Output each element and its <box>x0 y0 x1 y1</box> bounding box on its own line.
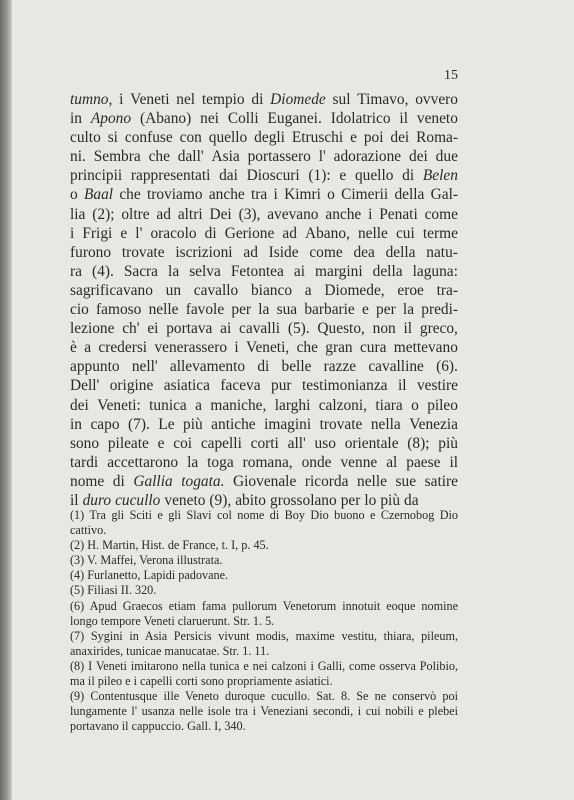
word: (3), <box>238 205 261 223</box>
word: il <box>397 377 407 395</box>
word: tiara <box>375 396 403 414</box>
word: rappresentati <box>130 167 211 185</box>
word: cui <box>395 224 415 242</box>
word: della <box>372 262 403 280</box>
word: e <box>339 167 347 185</box>
word: ad <box>282 224 297 242</box>
word: di <box>112 472 125 490</box>
word: vestire <box>416 377 458 395</box>
word: in <box>70 110 82 128</box>
word: (6). <box>436 358 458 376</box>
word: laguna: <box>412 262 458 280</box>
word: greco, <box>419 320 458 338</box>
word: sono <box>70 434 100 452</box>
word: Gal- <box>430 186 458 204</box>
word: nella <box>370 415 401 433</box>
word: la <box>187 453 199 471</box>
word: come <box>424 205 458 223</box>
word: calzoni, <box>318 396 368 414</box>
word: a <box>304 281 312 299</box>
word: lo <box>364 491 377 509</box>
word: cavalline <box>368 358 424 376</box>
word: maniche, <box>210 396 267 414</box>
word: troviamo <box>146 186 203 204</box>
word: gran <box>325 339 353 357</box>
word: Etruschi <box>291 129 344 147</box>
word: natu- <box>426 243 458 261</box>
word: (Abano) <box>139 110 192 128</box>
page-number: 15 <box>444 68 458 83</box>
word: il <box>399 110 408 128</box>
word: sagrificavano <box>70 281 153 299</box>
word: quello <box>208 129 248 147</box>
word: pileate <box>107 434 149 452</box>
word: iscrizioni <box>175 243 233 261</box>
word: appunto <box>70 358 120 376</box>
word: a <box>195 396 202 414</box>
word: ch' <box>122 320 140 338</box>
word: venerassero <box>154 339 228 357</box>
word: che <box>119 186 141 204</box>
word: (1): <box>308 167 331 185</box>
word: togata. <box>181 472 225 490</box>
word: furono <box>70 243 112 261</box>
word: Penati <box>379 205 418 223</box>
word: o <box>327 186 335 204</box>
word: trovate <box>319 415 363 433</box>
word: più <box>438 434 458 452</box>
footnote: (6) Apud Graecos etiam fama pullorum Venetorum innotuit eoque nomine longo tempore Veneti claruerunt. Str. 1. 5. <box>70 598 458 628</box>
word: Idolatrico <box>330 110 391 128</box>
word: si <box>107 129 118 147</box>
word: i <box>368 205 373 223</box>
word: Questo, <box>317 320 365 338</box>
word: bianco <box>250 281 293 299</box>
word: nell' <box>131 358 158 376</box>
word: (9), <box>209 491 232 509</box>
word: imagini <box>264 415 312 433</box>
word: il <box>403 320 413 338</box>
word: adorazione <box>333 148 402 166</box>
word: i <box>273 186 278 204</box>
word: Dell' <box>70 377 100 395</box>
word: Baal <box>83 186 114 204</box>
word: belle <box>281 358 312 376</box>
word: veneto <box>164 491 206 509</box>
word: cavalli <box>239 320 281 338</box>
word: anche <box>208 186 245 204</box>
text-line <box>70 415 458 434</box>
word: al <box>386 453 398 471</box>
word: i <box>119 91 124 108</box>
word: (7). <box>128 415 150 433</box>
word: ai <box>293 262 305 280</box>
word: tardi <box>70 453 99 471</box>
word: e <box>361 301 369 319</box>
word: capelli <box>200 434 242 452</box>
word: il <box>70 491 79 509</box>
word: asiatica <box>163 377 210 395</box>
text-line <box>70 453 458 472</box>
word: ovvero <box>415 91 458 108</box>
word: degli <box>254 129 285 147</box>
word: duro <box>82 491 112 509</box>
word: Diomede <box>270 91 326 108</box>
word: faceva <box>220 377 261 395</box>
word: dei <box>390 129 410 147</box>
text-line <box>70 300 458 319</box>
word: l' <box>318 148 326 166</box>
word: per <box>231 301 252 319</box>
word: larghi <box>274 396 311 414</box>
word: Kimri <box>284 186 321 204</box>
text-line <box>70 472 458 491</box>
word: dei <box>409 148 428 166</box>
word: (2); <box>92 205 115 223</box>
word: ni. <box>70 148 86 166</box>
word: selva <box>189 262 221 280</box>
word: che <box>148 148 170 166</box>
word: della <box>385 243 416 261</box>
word: Sembra <box>93 148 141 166</box>
word: i <box>234 339 239 357</box>
word: due <box>435 148 458 166</box>
word: ad <box>243 243 258 261</box>
word: dea <box>353 243 375 261</box>
word: lezione <box>70 320 115 338</box>
word: pur <box>271 377 292 395</box>
text-line <box>70 243 458 262</box>
word: cucullo <box>115 491 161 509</box>
word: che <box>296 339 318 357</box>
word: capo <box>90 415 120 433</box>
word: la <box>168 262 180 280</box>
word: sue <box>395 472 417 490</box>
word: Diomede, <box>324 281 385 299</box>
word: oltre <box>121 205 150 223</box>
word: cavallo <box>193 281 239 299</box>
word: orientale <box>344 434 399 452</box>
word: Le <box>158 415 175 433</box>
word: predi- <box>421 301 458 319</box>
footnote: (9) Contentusque ille Veneto duroque cucullo. Sat. 8. Se ne conservò poi lungamente l' usanza nelle isole tra i Veneziani secondi, i cui nobili e plebei portavano il cappuccio. Gall. I, 340. <box>70 689 458 734</box>
word: è <box>70 339 77 357</box>
word: nel <box>176 91 196 108</box>
word: Apono <box>90 110 132 128</box>
word: testimonianza <box>302 377 388 395</box>
word: principii <box>70 167 123 185</box>
word: Giovenale <box>233 472 297 490</box>
text-line <box>70 205 458 224</box>
word: nelle <box>357 472 387 490</box>
text-line <box>70 396 458 415</box>
word: ai <box>220 320 232 338</box>
word: Venezia <box>409 415 458 433</box>
word: non <box>372 320 396 338</box>
word: Veneti <box>130 91 170 108</box>
word: dei <box>70 396 89 414</box>
word: portava <box>166 320 213 338</box>
word: cura <box>359 339 387 357</box>
footnote: (4) Furlanetto, Lapidi padovane. <box>70 568 229 583</box>
word: confuse <box>124 129 173 147</box>
word: quello <box>354 167 394 185</box>
word: (5). <box>287 320 310 338</box>
word: eroe <box>397 281 424 299</box>
word: avevano <box>267 205 319 223</box>
word: ra <box>70 262 82 280</box>
word: tumno, <box>70 91 113 108</box>
text-line <box>70 185 458 204</box>
word: e <box>120 224 128 242</box>
word: trovate <box>121 243 165 261</box>
word: Abano, <box>305 224 350 242</box>
word: Gerione <box>224 224 275 242</box>
word: cio <box>70 301 89 319</box>
footnote: (1) Tra gli Sciti e gli Slavi col nome di Boy Dio buono e Czernobog Dio cattivo. <box>70 508 458 538</box>
word: ad <box>156 205 171 223</box>
word: oracolo <box>150 224 197 242</box>
main-text <box>70 90 458 510</box>
word: venne <box>340 453 378 471</box>
word: in <box>70 415 82 433</box>
word: anche <box>325 205 362 223</box>
word: l' <box>135 224 143 242</box>
word: Cimerii <box>341 186 389 204</box>
word: più <box>183 415 203 433</box>
word: altri <box>177 205 203 223</box>
word: nelle <box>148 301 179 319</box>
word: (8); <box>407 434 430 452</box>
word: famoso <box>96 301 142 319</box>
word: i <box>70 224 75 242</box>
word: abito <box>235 491 266 509</box>
word: (4). <box>92 262 114 280</box>
word: paese <box>406 453 441 471</box>
word: come <box>309 243 343 261</box>
word: grossolano <box>270 491 337 509</box>
word: e <box>157 434 165 452</box>
word: il <box>449 453 458 471</box>
word: per <box>340 491 361 509</box>
word: o <box>411 396 419 414</box>
word: Iside <box>268 243 299 261</box>
word: Fetontea <box>230 262 284 280</box>
text-line <box>70 376 458 395</box>
word: Timavo, <box>357 91 409 108</box>
word: mettevano <box>393 339 458 357</box>
text-line <box>70 166 458 185</box>
word: nei <box>200 110 219 128</box>
word: accettarono <box>107 453 179 471</box>
footnote: (7) Sygini in Asia Persicis vivunt modis, maxime vestitu, thiara, pileum, anaxirides, tunicae manucatae. Str. 1. 11. <box>70 628 458 658</box>
word: Dioscuri <box>246 167 300 185</box>
word: Asia <box>211 148 240 166</box>
word: coi <box>173 434 193 452</box>
word: toga <box>207 453 234 471</box>
word: all' <box>287 434 306 452</box>
word: romana, <box>242 453 293 471</box>
footnotes <box>70 508 458 734</box>
word: tunica <box>149 396 187 414</box>
word: dall' <box>177 148 204 166</box>
word: pileo <box>427 396 458 414</box>
text-line <box>70 128 458 147</box>
footnote: (3) V. Maffei, Verona illustrata. <box>70 553 223 568</box>
word: allevamento <box>169 358 246 376</box>
word: Belen <box>422 167 458 185</box>
footnote: (2) H. Martin, Hist. de France, t. I, p. 45. <box>70 538 269 553</box>
word: ricorda <box>304 472 349 490</box>
text-line <box>70 357 458 376</box>
word: di <box>402 167 415 185</box>
word: un <box>165 281 182 299</box>
word: portassero <box>247 148 311 166</box>
word: poi <box>363 129 384 147</box>
word: satire <box>424 472 458 490</box>
word: della <box>394 186 425 204</box>
word: più <box>380 491 401 509</box>
word: dai <box>219 167 238 185</box>
word: uso <box>314 434 336 452</box>
word: corti <box>250 434 279 452</box>
word: di <box>251 91 264 108</box>
word: la <box>258 301 270 319</box>
word: Dei <box>209 205 232 223</box>
word: onde <box>301 453 332 471</box>
text-line <box>70 262 458 281</box>
word: di <box>204 224 217 242</box>
text-line <box>70 224 458 243</box>
word: di <box>257 358 270 376</box>
word: terme <box>422 224 458 242</box>
word: razze <box>323 358 357 376</box>
book-spine-shadow <box>0 0 12 800</box>
word: tra- <box>436 281 458 299</box>
word: tra <box>251 186 268 204</box>
word: da <box>404 491 419 509</box>
word: Frigi <box>82 224 113 242</box>
text-line <box>70 319 458 338</box>
word: Gallia <box>133 472 173 490</box>
word: a <box>84 339 92 357</box>
word: Veneti, <box>246 339 290 357</box>
text-line <box>70 109 458 128</box>
text-line <box>70 147 458 166</box>
word: origine <box>109 377 154 395</box>
word: lia <box>70 205 86 223</box>
footnote: (8) I Veneti imitarono nella tunica e nei calzoni i Galli, come osserva Polibio, ma il pileo e i capelli corti sono propriamente asiatici. <box>70 658 458 689</box>
word: margini <box>315 262 363 280</box>
word: tempio <box>201 91 245 108</box>
word: favole <box>185 301 225 319</box>
word: culto <box>70 129 101 147</box>
text-line <box>70 281 458 300</box>
word: Euganei. <box>267 110 322 128</box>
word: Roma- <box>416 129 458 147</box>
word: veneto <box>416 110 458 128</box>
word: Colli <box>227 110 259 128</box>
word: Veneti: <box>97 396 141 414</box>
word: nelle <box>357 224 388 242</box>
word: nome <box>70 472 105 490</box>
word: credersi <box>98 339 148 357</box>
word: antiche <box>211 415 256 433</box>
word: e <box>350 129 357 147</box>
word: o <box>70 186 78 204</box>
word: per <box>376 301 396 319</box>
word: sul <box>332 91 351 108</box>
word: ei <box>147 320 159 338</box>
word: con <box>179 129 202 147</box>
word: Sacra <box>123 262 159 280</box>
text-line <box>70 338 458 357</box>
word: sua <box>276 301 298 319</box>
word: barbarie <box>304 301 355 319</box>
text-line <box>70 90 458 109</box>
footnote: (5) Filiasi II. 320. <box>70 583 157 598</box>
word: la <box>402 301 415 319</box>
text-line <box>70 434 458 453</box>
